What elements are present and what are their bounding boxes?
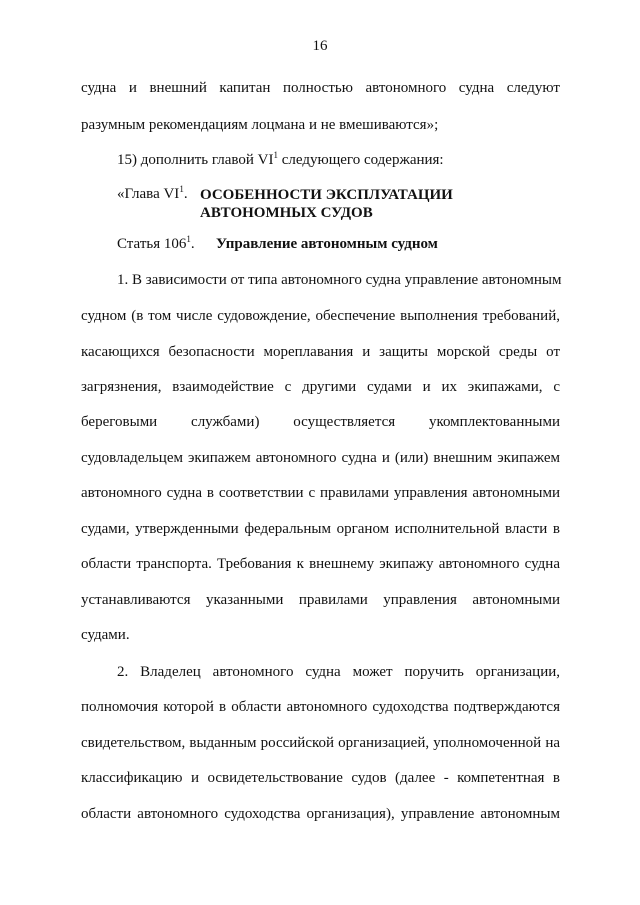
- paragraph-line: береговыми службами) осуществляется укомплектованными: [81, 414, 560, 430]
- paragraph-line: 1. В зависимости от типа автономного судна управление автономным: [117, 272, 562, 288]
- article-label-text: .: [190, 236, 195, 252]
- page-number: 16: [312, 38, 328, 54]
- paragraph-line: классификацию и освидетельствование судов (далее - компетентная в: [81, 770, 560, 786]
- paragraph-line: загрязнения, взаимодействие с другими судами и их экипажами, с: [81, 379, 560, 395]
- article-label-text: Статья 106: [117, 236, 187, 252]
- article-label: [117, 236, 195, 253]
- text-line: разумным рекомендациям лоцмана и не вмешиваются»;: [81, 117, 439, 133]
- amendment-text: 15) дополнить главой VI: [117, 152, 274, 168]
- paragraph-line: свидетельством, выданным российской организацией, уполномоченной на: [81, 735, 560, 751]
- superscript: 1: [273, 150, 279, 160]
- superscript: 1: [179, 184, 184, 194]
- amendment-text: следующего содержания:: [278, 152, 444, 168]
- text-line: судна и внешний капитан полностью автономного судна следуют: [81, 80, 560, 96]
- paragraph-line: автономного судна в соответствии с правилами управления автономными: [81, 485, 560, 501]
- chapter-title-line: АВТОНОМНЫХ СУДОВ: [200, 205, 373, 221]
- chapter-label-text: .: [183, 186, 188, 202]
- paragraph-line: устанавливаются указанными правилами управления автономными: [81, 592, 560, 608]
- paragraph-line: судовладельцем экипажем автономного судна и (или) внешним экипажем: [81, 450, 560, 466]
- paragraph-line: касающихся безопасности мореплавания и защиты морской среды от: [81, 344, 560, 360]
- paragraph-line: полномочия которой в области автономного судоходства подтверждаются: [81, 699, 560, 715]
- chapter-label-text: «Глава VI: [117, 186, 180, 202]
- chapter-label: [117, 186, 188, 203]
- paragraph-line: области транспорта. Требования к внешнему экипажу автономного судна: [81, 556, 560, 572]
- amendment-item: [117, 151, 560, 169]
- superscript: 1: [186, 234, 191, 244]
- chapter-title-line: ОСОБЕННОСТИ ЭКСПЛУАТАЦИИ: [200, 187, 453, 203]
- paragraph-line: судами, утвержденными федеральным органом исполнительной власти в: [81, 521, 560, 537]
- article-title: Управление автономным судном: [216, 236, 438, 252]
- paragraph-line: судном (в том числе судовождение, обеспечение выполнения требований,: [81, 308, 560, 324]
- paragraph-line: судами.: [81, 627, 130, 643]
- paragraph-line: области автономного судоходства организация), управление автономным: [81, 806, 560, 822]
- paragraph-line: 2. Владелец автономного судна может поручить организации,: [117, 664, 560, 680]
